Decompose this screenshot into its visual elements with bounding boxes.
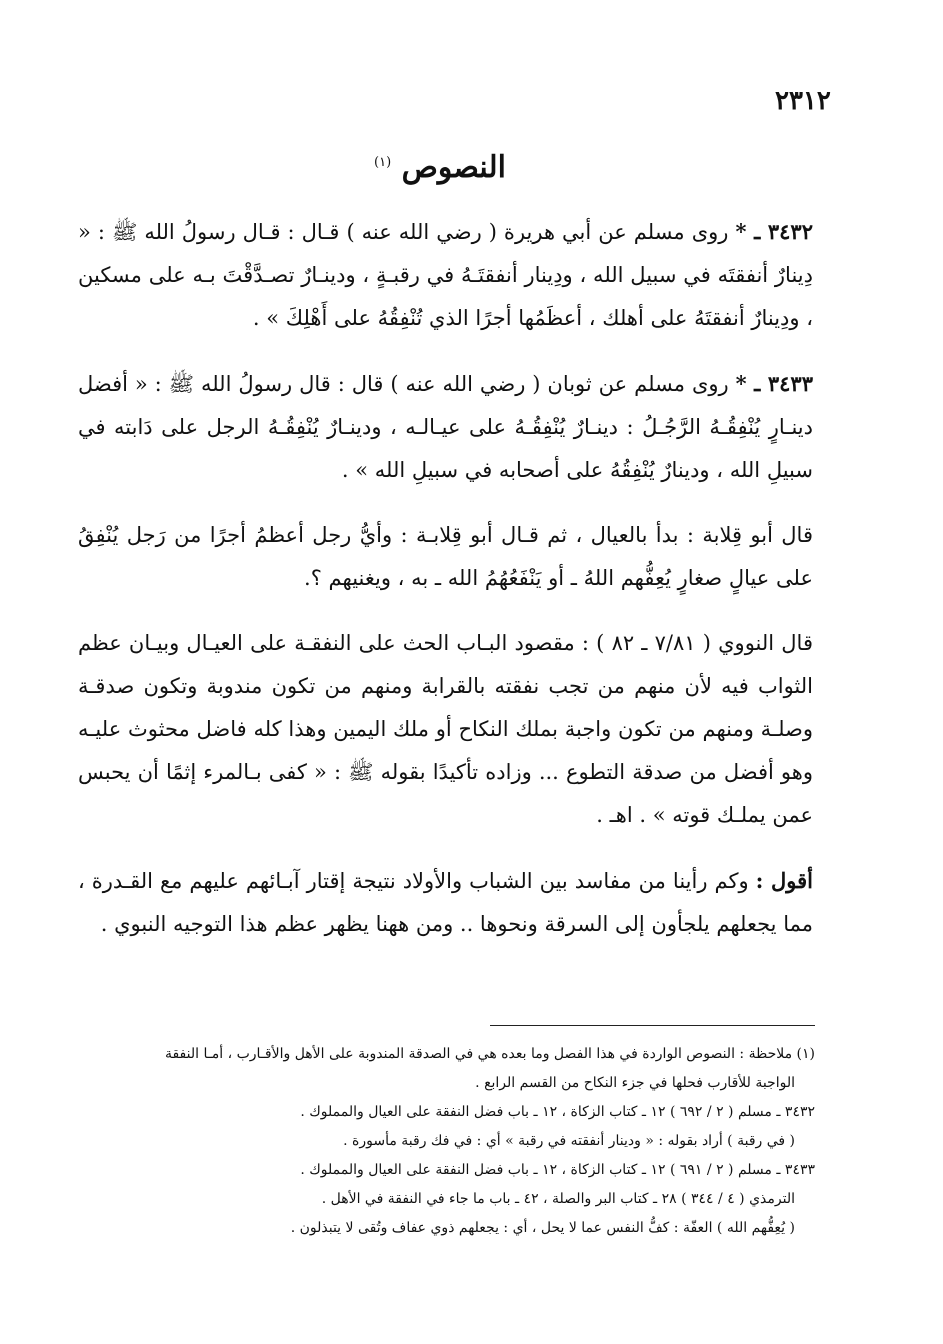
- paragraph-text: قال أبو قِلابة : بدأ بالعيال ، ثم قـال أبو قِلابـة : وأيُّ رجل أعظمُ أجرًا من رَجل يُنْفِقُ على عيالٍ صغارٍ يُعِفُّهم اللهُ ـ أو يَنْفَعُهُمُ الله ـ به ، ويغنيهم ؟.: [78, 523, 813, 590]
- page-title: [0, 150, 880, 185]
- paragraph-text: وكم رأينا من مفاسد بين الشباب والأولاد نتيجة إقتار آبـائهم عليهم مع القـدرة ، مما يجعلهم يلجأون إلى السرقة ونحوها .. ومن ههنا يظهر عظم هذا التوجيه النبوي .: [78, 869, 813, 936]
- title-text: النصوص: [401, 150, 506, 185]
- footnote-line: ٣٤٣٢ ـ مسلم ( ٢ / ٦٩٢ ) ١٢ ـ كتاب الزكاة ، ١٢ ـ باب فضل النفقة على العيال والمملوك .: [300, 1104, 815, 1120]
- footnote-separator: [490, 1025, 815, 1026]
- paragraph-lead: أقول :: [755, 868, 813, 893]
- page-number: ٢٣١٢: [775, 86, 831, 116]
- paragraph-nawawi: [78, 622, 813, 837]
- main-text: [78, 210, 813, 968]
- footnote-line: ٣٤٣٣ ـ مسلم ( ٢ / ٦٩١ ) ١٢ ـ كتاب الزكاة ، ١٢ ـ باب فضل النفقة على العيال والمملوك .: [300, 1162, 815, 1178]
- footnote-line: ( في رقبة ) أراد بقوله : « ودينار أنفقته في رقبة » أي : في فك رقبة مأسورة .: [343, 1133, 795, 1149]
- footnotes: [78, 1040, 815, 1243]
- paragraph-3432: [78, 210, 813, 340]
- paragraph-abu-qilaba: [78, 514, 813, 600]
- paragraph-text: روى مسلم عن ثوبان ( رضي الله عنه ) قال : قال رسولُ الله ﷺ : « أفضل دينـارٍ يُنْفِقُـهُ الرَّجُـلُ : دينـارٌ يُنْفِقُـهُ على عيـالـه ، ودينـارٌ يُنْفِقُـهُ الرجل على دَابته في سبيلِ الله ، ودينارٌ يُنْفِقُهُ على أصحابه في سبيلِ الله » .: [78, 372, 813, 482]
- footnote-line: الواجبة للأقارب فحلها في جزء النكاح من القسم الرابع .: [475, 1075, 795, 1091]
- hadith-number: ٣٤٣٢ ـ *: [735, 219, 813, 244]
- paragraph-commentary: [78, 859, 813, 946]
- hadith-number: ٣٤٣٣ ـ *: [735, 371, 813, 396]
- title-footnote-ref: (١): [374, 155, 392, 170]
- footnote-line: الترمذي ( ٤ / ٣٤٤ ) ٢٨ ـ كتاب البر والصلة ، ٤٢ ـ باب ما جاء في النفقة في الأهل .: [321, 1191, 795, 1207]
- footnote-line: (١) ملاحظة : النصوص الواردة في هذا الفصل وما بعده هي في الصدقة المندوبة على الأهل والأقـارب ، أمـا النفقة: [164, 1046, 815, 1062]
- footnote-line: ( يُعِفُّهم الله ) العفّة : كفُّ النفس عما لا يحل ، أي : يجعلهم ذوي عفاف وتُقى لا يتبذلون .: [290, 1220, 795, 1236]
- paragraph-text: قال النووي ( ٧/٨١ ـ ٨٢ ) : مقصود البـاب الحث على النفقـة على العيـال وبيـان عظم الثواب فيه لأن منهم من تجب نفقته بالقرابة ومنهم من تكون مندوبة وتكون صدقـة وصلـة ومنهم من تكون واجبة بملك النكاح أو ملك اليمين وهذا كله فاضل محثوث عليـه وهو أفضل من صدقة التطوع ... وزاده تأكيدًا بقوله ﷺ : « كفى بـالمرء إثمًا أن يحبس عمن يملـك قوته » . اهـ .: [78, 631, 813, 827]
- paragraph-text: روى مسلم عن أبي هريرة ( رضي الله عنه ) قـال : قـال رسولُ الله ﷺ : « دِينارٌ أنفقتَه في سبيل الله ، ودِينار أنفقتَـهُ في رقبـةٍ ، ودينـارٌ تصـدَّقْتَ بـه على مسكين ، ودِينارٌ أنفقتَهُ على أهلك ، أعظَمُها أجرًا الذي تُنْفِقُهُ على أَهْلِكَ » .: [78, 220, 813, 330]
- paragraph-3433: [78, 362, 813, 492]
